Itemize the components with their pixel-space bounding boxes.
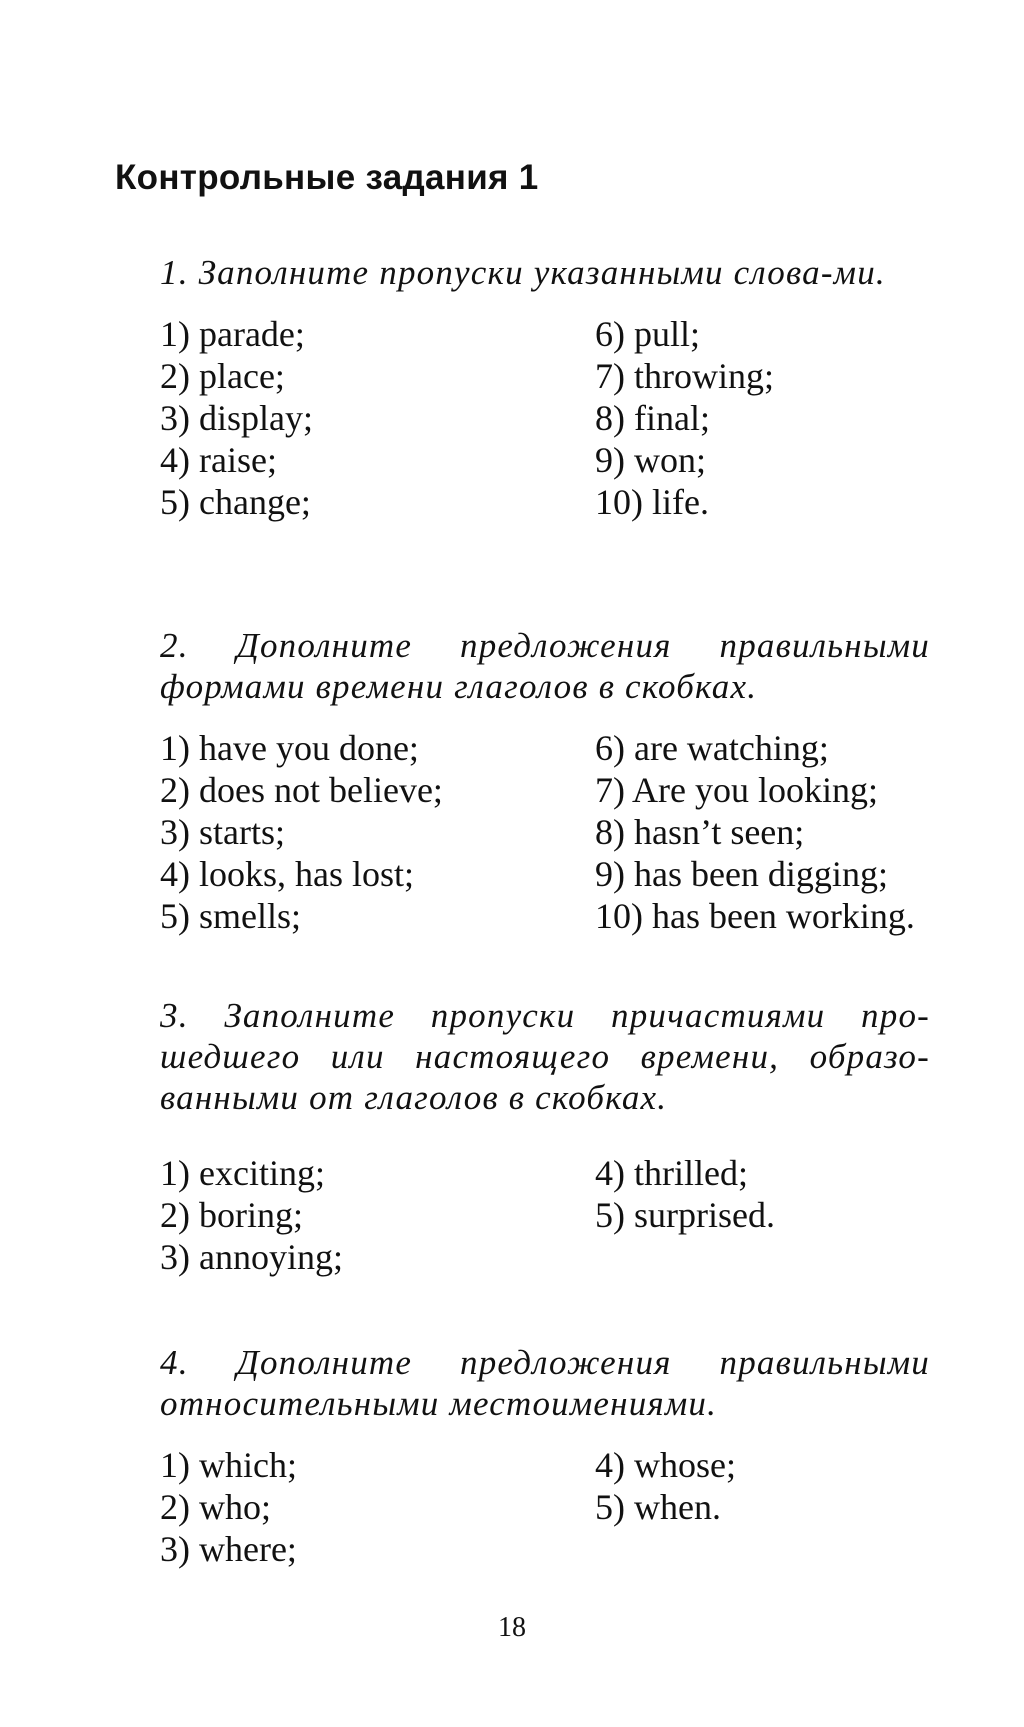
exercise-1-left-column <box>160 313 313 523</box>
answer-item: 1) have you done; <box>160 728 419 768</box>
exercise-4-right-column <box>595 1444 736 1528</box>
exercise-2-left-column <box>160 727 443 937</box>
answer-item: 6) are watching; <box>595 728 829 768</box>
exercise-1-instruction: 1. Заполните пропуски указанными слова-ми. <box>160 253 886 292</box>
answer-item: 5) smells; <box>160 896 301 936</box>
answer-item: 3) display; <box>160 398 313 438</box>
exercise-4 <box>160 1342 930 1569</box>
answer-item: 2) who; <box>160 1487 271 1527</box>
answer-item: 7) throwing; <box>595 356 774 396</box>
exercise-3-right-column <box>595 1152 775 1236</box>
exercise-1-right-column <box>595 313 774 523</box>
exercise-4-instruction: 4. Дополните предложения правильными относительными местоимениями. <box>160 1343 930 1423</box>
answer-item: 3) annoying; <box>160 1237 343 1277</box>
answer-item: 7) Are you looking; <box>595 770 878 810</box>
answer-item: 8) hasn’t seen; <box>595 812 805 852</box>
answer-item: 2) place; <box>160 356 285 396</box>
page-number: 18 <box>498 1612 526 1643</box>
answer-item: 10) life. <box>595 482 709 522</box>
answer-item: 8) final; <box>595 398 710 438</box>
page-title: Контрольные задания 1 <box>115 158 539 197</box>
exercise-3 <box>160 995 930 1277</box>
exercise-2-right-column <box>595 727 915 937</box>
answer-item: 1) parade; <box>160 314 305 354</box>
answer-item: 5) change; <box>160 482 311 522</box>
answer-item: 1) which; <box>160 1445 297 1485</box>
answer-item: 4) whose; <box>595 1445 736 1485</box>
exercise-1 <box>160 252 930 522</box>
answer-item: 10) has been working. <box>595 896 915 936</box>
answer-item: 4) raise; <box>160 440 277 480</box>
exercise-2 <box>160 625 930 936</box>
answer-item: 2) boring; <box>160 1195 303 1235</box>
answer-item: 5) surprised. <box>595 1195 775 1235</box>
answer-item: 2) does not believe; <box>160 770 443 810</box>
answer-item: 1) exciting; <box>160 1153 325 1193</box>
exercise-2-instruction: 2. Дополните предложения правильными формами времени глаголов в скобках. <box>160 626 930 706</box>
exercise-3-instruction: 3. Заполните пропуски причастиями про-шедшего или настоящего времени, образо-ванными от глаголов в скобках. <box>160 996 930 1117</box>
answer-item: 3) where; <box>160 1529 297 1569</box>
exercise-3-left-column <box>160 1152 343 1278</box>
answer-item: 9) has been digging; <box>595 854 888 894</box>
answer-item: 4) looks, has lost; <box>160 854 415 894</box>
answer-item: 4) thrilled; <box>595 1153 748 1193</box>
answer-item: 3) starts; <box>160 812 285 852</box>
answer-item: 9) won; <box>595 440 706 480</box>
answer-item: 6) pull; <box>595 314 700 354</box>
exercise-4-left-column <box>160 1444 297 1570</box>
answer-item: 5) when. <box>595 1487 721 1527</box>
